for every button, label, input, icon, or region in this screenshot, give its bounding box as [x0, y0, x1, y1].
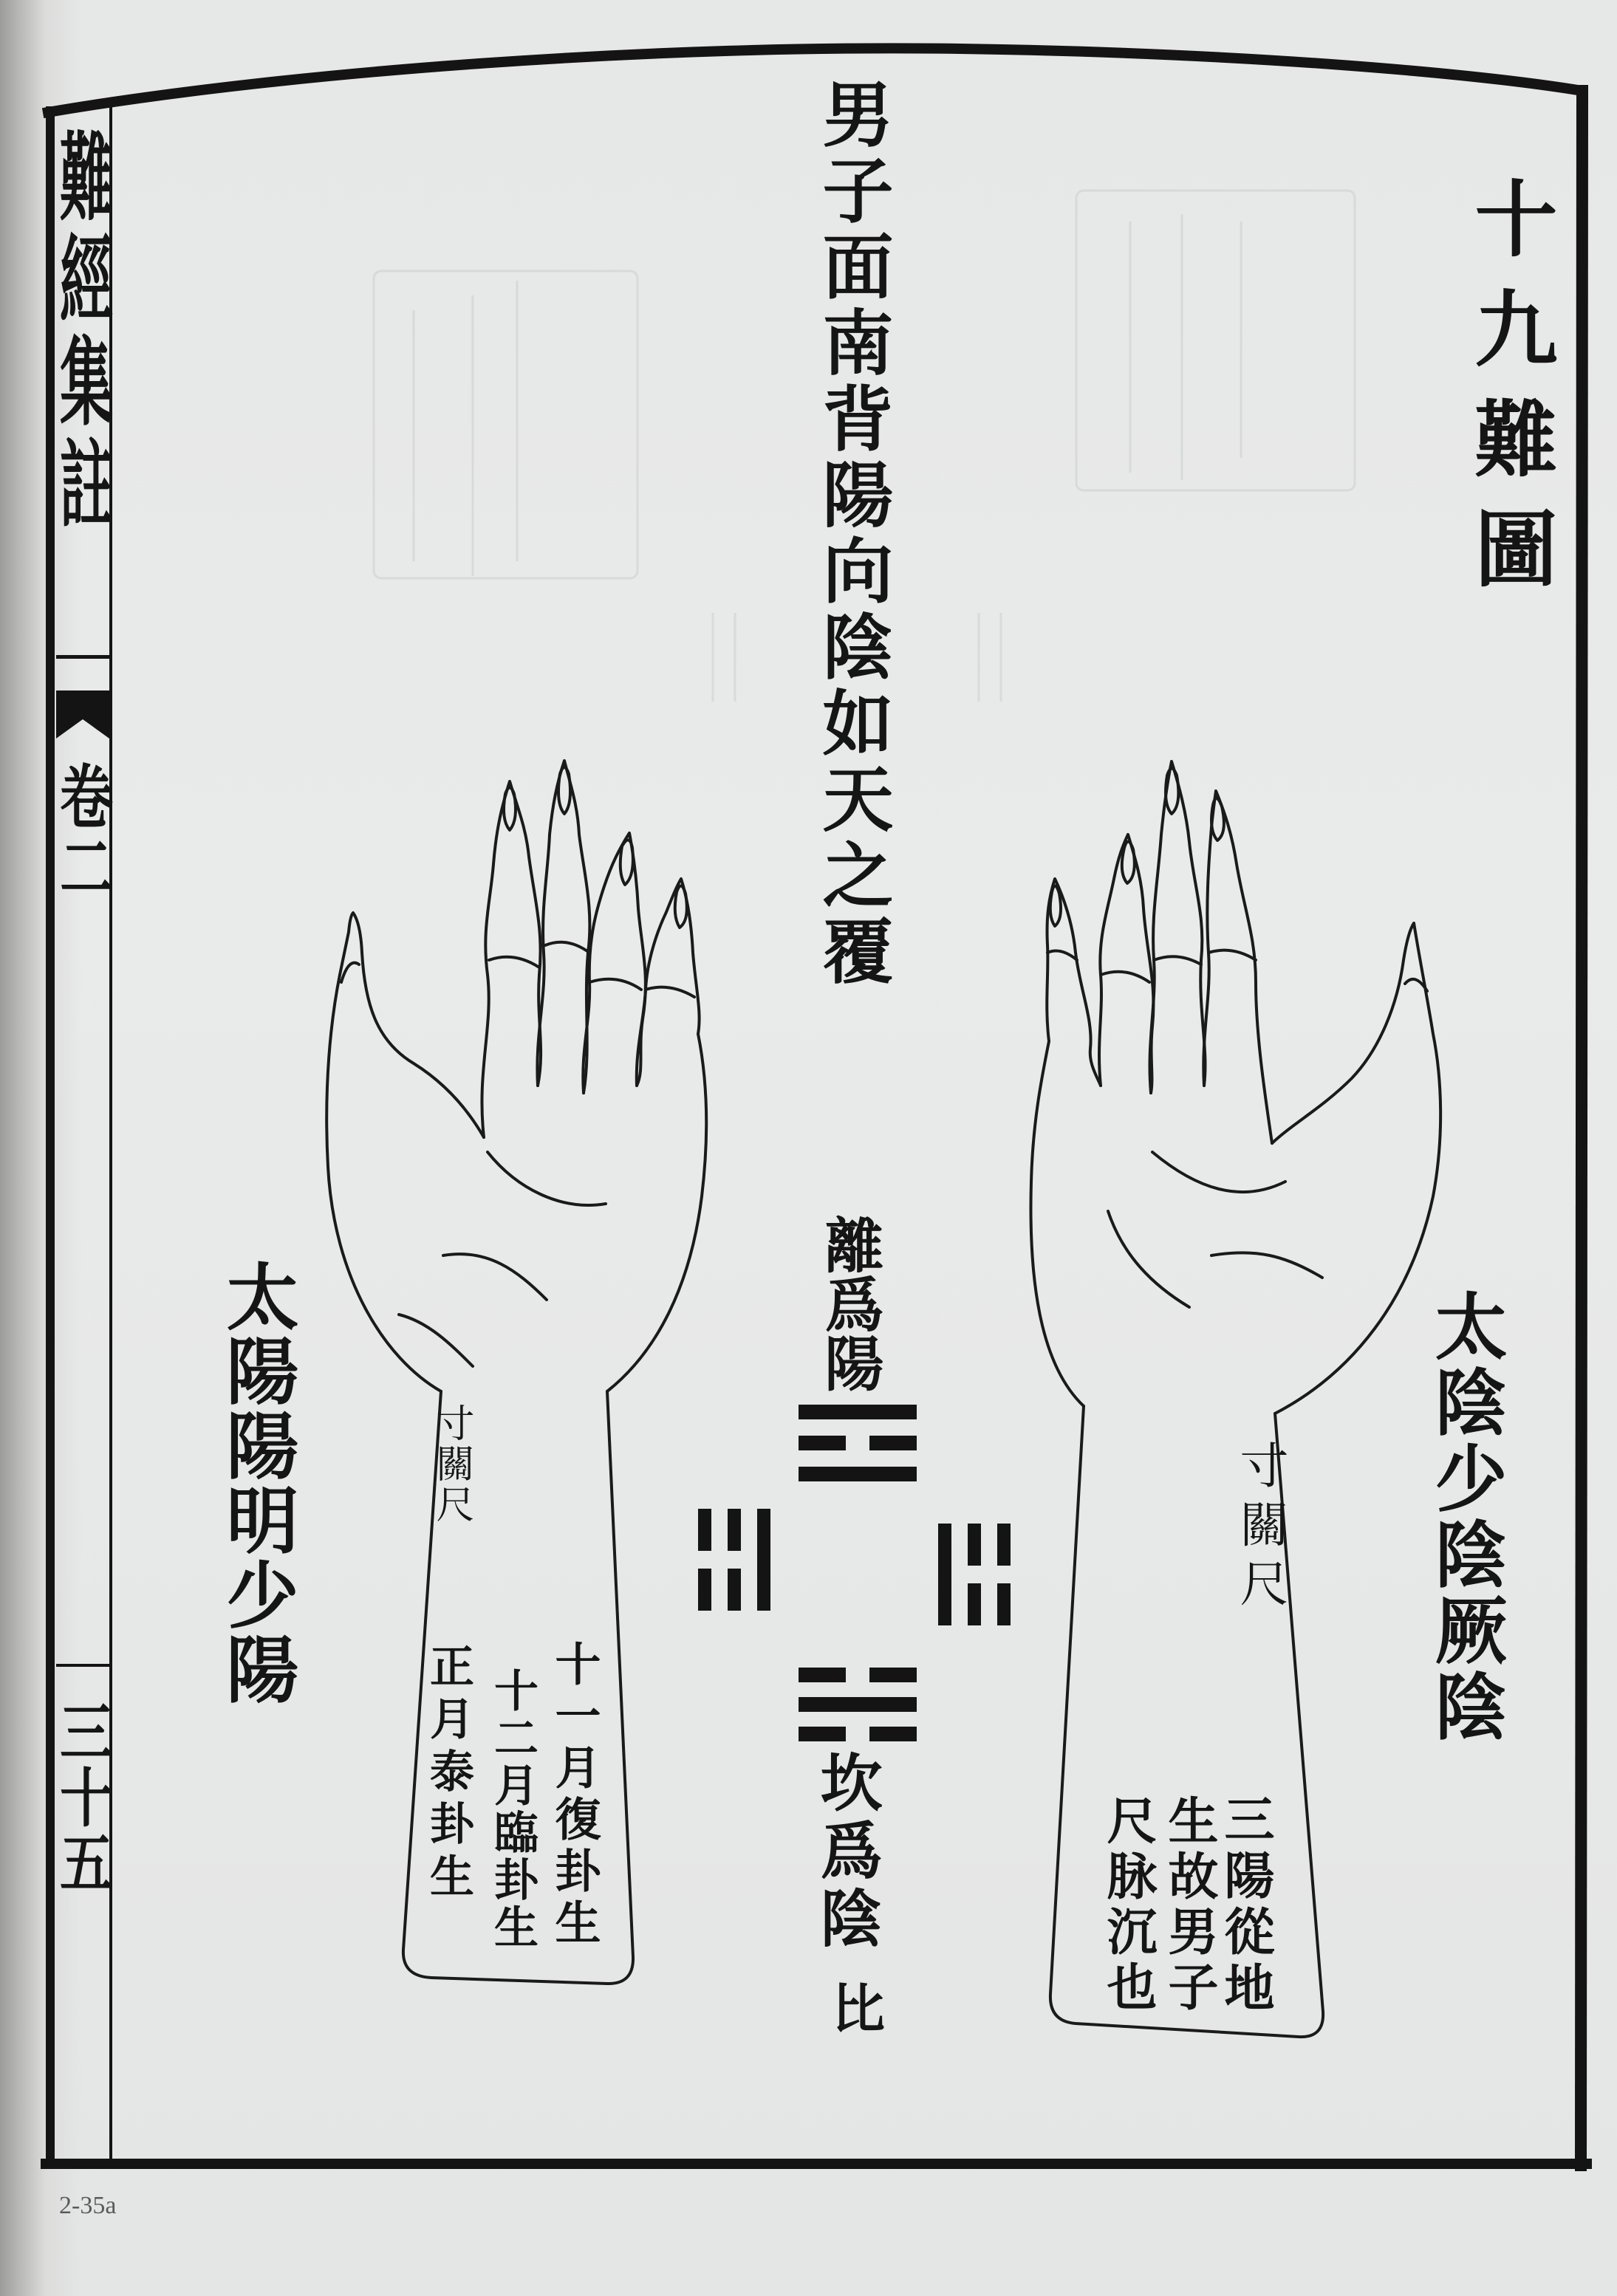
page-number: 三十五 — [51, 1699, 114, 1896]
left-note: 十二月臨卦生 — [487, 1668, 539, 1951]
right-trigram — [938, 1524, 1011, 1625]
left-note: 十一月復卦生 — [547, 1640, 601, 1950]
right-note: 三陽從地 — [1216, 1793, 1275, 2018]
left-note: 正月泰卦生 — [423, 1643, 474, 1905]
left-hand-channels: 太陽陽明少陽 — [214, 1259, 299, 1707]
right-palm-thumb — [1272, 923, 1440, 1413]
right-pulse-positions: 寸關尺 — [1231, 1440, 1288, 1617]
figure-title: 十九難圖 — [1461, 176, 1558, 616]
bottom-trigram — [799, 1668, 917, 1741]
right-note: 尺脉沉也 — [1098, 1795, 1158, 2016]
bottom-mark: 比 — [823, 1981, 886, 2034]
upper-trigram-label: 離爲陽 — [815, 1215, 884, 1392]
left-trigram — [698, 1509, 770, 1611]
left-pulse-positions: 寸關尺 — [429, 1403, 474, 1525]
left-palm-edge — [607, 1034, 706, 1391]
volume-label: 卷二 — [51, 761, 114, 903]
center-heading: 男子面南背陽向陰如天之覆 — [811, 78, 895, 990]
lower-trigram-label: 坎爲陰 — [810, 1750, 883, 1954]
fishtail-ornament — [56, 655, 109, 739]
top-trigram — [799, 1405, 917, 1481]
right-hand-channels: 太陰少陰厥陰 — [1423, 1289, 1508, 1745]
page-number-rule — [56, 1664, 109, 1667]
left-palm-thumb — [327, 913, 484, 1391]
page-reference: 2-35a — [59, 2192, 117, 2219]
book-title: 難經集註 — [51, 127, 114, 537]
right-note: 生故男子 — [1160, 1795, 1219, 2016]
right-palm-edge — [1030, 1041, 1084, 1406]
